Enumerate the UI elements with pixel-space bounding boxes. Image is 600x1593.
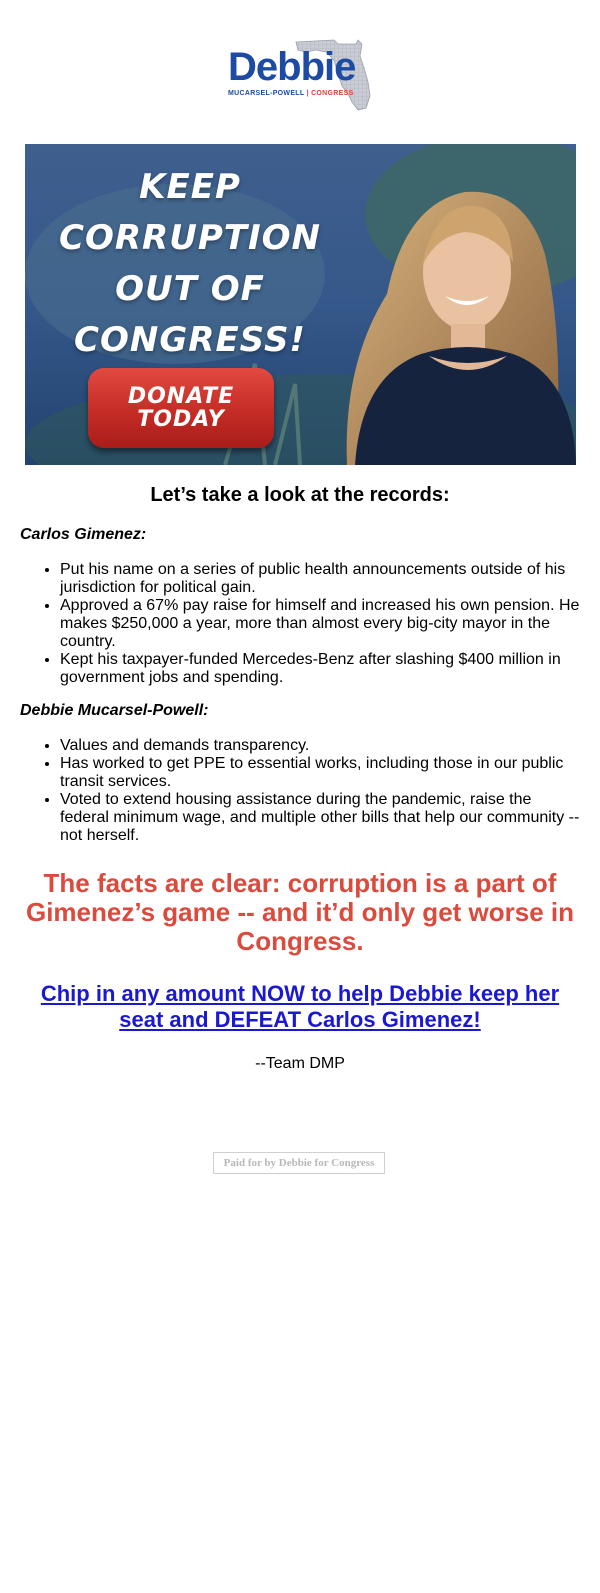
list-item: • Values and demands transparency. [60,737,582,755]
donate-button-line: DONATE [127,384,235,409]
debbie-mucarsel-powell-list [20,737,582,845]
debbie-mucarsel-powell-name: Debbie Mucarsel-Powell: [20,702,209,719]
logo-wordmark: Debbie [228,45,356,89]
list-item: • Voted to extend housing assistance during the pandemic, raise the federal minimum wage, and multiple other bills that help our community -- not herself. [60,791,582,845]
carlos-gimenez-name: Carlos Gimenez: [20,526,147,543]
logo-subtitle-name: MUCARSEL-POWELL [228,90,305,97]
carlos-gimenez-list [20,561,582,687]
records-heading: Let’s take a look at the records: [150,484,450,506]
donate-today-button[interactable] [88,368,274,448]
chip-in-link[interactable]: Chip in any amount NOW to help Debbie keep her seat and DEFEAT Carlos Gimenez! [40,981,560,1032]
donate-button-line: TODAY [137,407,225,432]
signoff: --Team DMP [255,1055,345,1072]
list-item: • Kept his taxpayer-funded Mercedes-Benz after slashing $400 million in government jobs and spending. [60,651,582,687]
hero-headline-line: CORRUPTION [59,218,321,258]
paid-for-disclaimer: Paid for by Debbie for Congress [213,1152,385,1174]
campaign-logo [224,36,374,112]
hero-banner[interactable] [25,144,576,465]
list-item: • Approved a 67% pay raise for himself and increased his own pension. He makes $250,000 a year, more than almost every big-city mayor in the country. [60,597,582,651]
hero-headline-line: CONGRESS! [74,320,306,360]
hero-headline [25,162,355,366]
hero-headline-line: OUT OF [115,269,265,309]
logo-subtitle-separator: | [306,90,309,97]
logo-subtitle [228,90,354,97]
hero-headline-line: KEEP [139,167,241,207]
list-item: • Has worked to get PPE to essential works, including those in our public transit services. [60,755,582,791]
facts-statement: The facts are clear: corruption is a part of Gimenez’s game -- and it’d only get worse in Congress. [25,868,575,956]
logo-subtitle-office: CONGRESS [311,90,354,97]
list-item: • Put his name on a series of public health announcements outside of his jurisdiction for political gain. [60,561,582,597]
cta-container [20,981,580,1033]
